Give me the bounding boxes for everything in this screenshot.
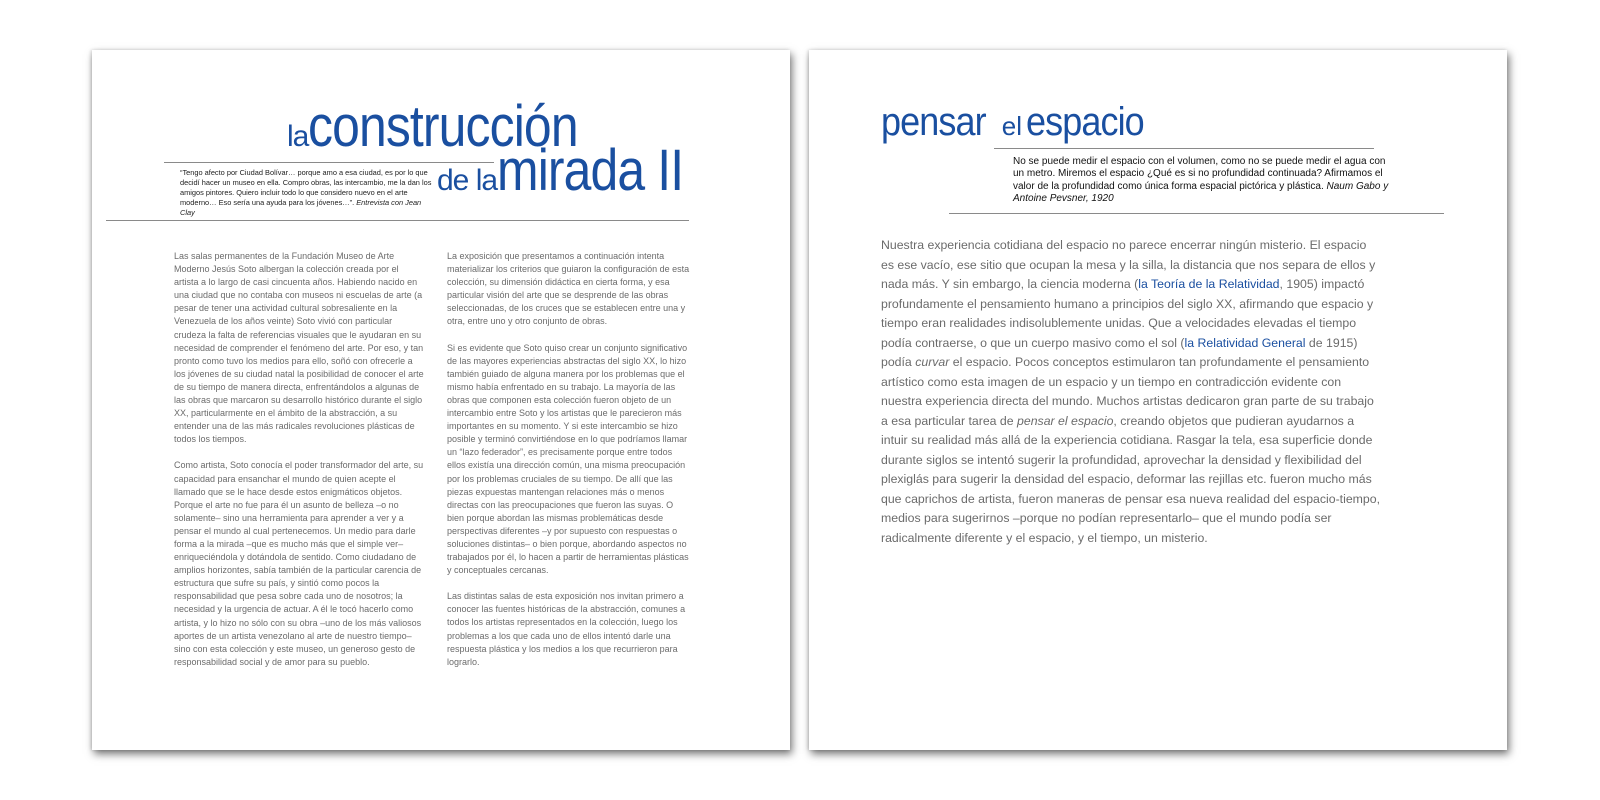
body-text-segment: Nuestra experiencia cotidiana del espacio no parece encerrar ningún misterio. El espacio es ese vacío, ese sitio que ocupan la mesa y la silla, la distancia que nos separa de ellos y nada más. Y sin embargo, la ciencia moderna (	[881, 238, 1376, 291]
paragraph: La exposición que presentamos a continuación intenta materializar los criterios que guiaron la configuración de esta colección, su dimensión didáctica en cierta forma, y esa particular visión del arte que se desprende de las obras seleccionadas, de los cruces que se establecen entre una y otra, entre uno y otro conjunto de obras.	[447, 251, 690, 327]
left-epigraph-text: “Tengo afecto por Ciudad Bolívar… porque amo a esa ciudad, es por lo que decidí hacer un museo en ella. Compro obras, las intercambio, me la dan los amigos pintores. Quiero incluir todo lo que considero nuevo en el arte moderno… Eso sería una ayuda para los jóvenes…”.	[180, 168, 432, 207]
right-text-column	[447, 250, 692, 682]
left-text-column	[174, 250, 424, 682]
paragraph	[881, 236, 1381, 548]
body-text-segment: , creando objetos que pudieran ayudarnos a intuir su realidad más allá de la experiencia cotidiana. Rasgar la tela, esa superficie donde durante siglos se intentó sugerir la profundidad, aprovechar la densidad y flexibilidad del plexiglás para sugerir la densidad del espacio, deformar las rejillas etc. fueron mucho más que caprichos de artista, fueron maneras de pensar esa nueva realidad del espacio-tiempo, medios para sugerirnos –porque no podían representarlo– que el mundo podía ser radicalmente diferente y el espacio, y el tiempo, un misterio.	[881, 413, 1381, 545]
right-epigraph-attribution: Naum Gabo y Antoine Pevsner, 1920	[1013, 180, 1389, 204]
right-epigraph	[1013, 156, 1393, 205]
body-text-segment: el espacio. Pocos conceptos estimularon tan profundamente el pensamiento artístico como esta imagen de un espacio y un tiempo en contradicción evidente con nuestra experiencia directa del mundo. Muchos artistas dedicaron gran parte de su trabajo a esa particular tarea de	[881, 355, 1374, 428]
paragraph: Las salas permanentes de la Fundación Museo de Arte Moderno Jesús Soto albergan la colección creada por el artista a lo largo de casi cincuenta años. Habiendo nacido en una ciudad que no contaba con museos ni escuelas de arte (a pesar de tener una actividad cultural sobresaliente en la Venezuela de los años veinte) Soto vivió con particular crudeza la falta de referencias visuales que le ayudaran en su necesidad de comprender el fenómeno del arte. Por eso, y tan pronto como tuvo los medios para ello, soñó con ofrecerle a los jóvenes de su ciudad natal la posibilidad de conocer el arte de su tiempo de manera directa, enfrentándolos a algunas de las obras que marcaron su desarrollo histórico durante el siglo XX, particularmente en el ámbito de la abstracción, a su entender una de las más radicales revoluciones plásticas de todos los tiempos.	[174, 251, 424, 445]
right-page	[809, 50, 1507, 750]
right-title-word1: pensar	[881, 100, 986, 144]
left-title-divider	[164, 162, 494, 163]
relativity-link[interactable]: la Teoría de la Relatividad	[1138, 277, 1280, 291]
right-title-word3: espacio	[1026, 100, 1145, 144]
right-header-divider	[949, 213, 1444, 214]
left-title-second-word: mirada II	[497, 138, 684, 203]
left-page	[92, 50, 790, 750]
left-epigraph-attribution: Entrevista con Jean Clay	[180, 198, 422, 217]
right-title-article: el	[1001, 111, 1023, 141]
paragraph: Si es evidente que Soto quiso crear un conjunto significativo de las mayores experiencias abstractas del siglo XX, lo hizo también guiado de alguna manera por los problemas que el mismo había enfrentado en su trabajo. La mayoría de las obras que componen esta colección fueron objeto de un intercambio entre Soto y los artistas que le parecieron más importantes en su momento. Y si este intercambio se hizo posible y terminó convirtiéndose en lo que podríamos llamar un “lazo federador”, es precisamente porque entre todos ellos existía una dirección común, una misma preocupación por los problemas cruciales de su tiempo. De allí que las piezas expuestas mantengan relaciones más o menos directas con las preocupaciones que fueron las suyas. O bien porque abordan las mismas problemáticas desde perspectivas diferentes –y por supuesto con respuestas o soluciones distintas– o bien porque, abordando aspectos no trabajados por él, lo hacen a partir de herramientas plásticas y conceptuales cercanas.	[447, 342, 689, 576]
right-title-divider	[994, 148, 1374, 149]
body-text-segment: , 1905) impactó profundamente el pensamiento humano a principios del siglo XX, afirmando que espacio y tiempo eran realidades indisolublemente unidas. Que a velocidades elevadas el tiempo podía contraerse, o que un cuerpo masivo como el sol (	[881, 277, 1374, 350]
left-header-divider	[106, 220, 689, 221]
right-body-text	[881, 236, 1381, 548]
right-page-title	[881, 102, 1157, 142]
left-epigraph	[180, 168, 432, 218]
body-emphasis: curvar	[915, 355, 950, 369]
right-epigraph-text: No se puede medir el espacio con el volumen, como no se puede medir el agua con un metro. Miremos el espacio ¿Qué es si no profundidad continuada? Afirmamos el valor de la profundidad como única forma espacial pictórica y plástica.	[1013, 156, 1386, 192]
body-emphasis: pensar el espacio	[1017, 413, 1114, 428]
paragraph: Como artista, Soto conocía el poder transformador del arte, su capacidad para ensanchar el mundo de quien acepte el llamado que se le hace desde estos enigmáticos objetos. Porque el arte no fue para él un asunto de belleza –o no solamente– sino una herramienta para aprender a ver y a pensar el mundo al cual pertenecemos. Un medio para darle forma a la mirada –que es mucho más que el simple ver– enriqueciéndola y dotándola de sentido. Como ciudadano de amplios horizontes, sabía también de la particular carencia de estructura que sufre su país, y sintió como pocos la responsabilidad que pesa sobre cada uno de nosotros; la necesidad y la urgencia de actuar. A él le tocó hacerlo como artista, y lo hizo no sólo con su obra –uno de los más valiosos aportes de un artista venezolano al arte de nuestro tiempo– sino con esta colección y este museo, un generoso gesto de responsabilidad social y de amor para su pueblo.	[174, 460, 424, 667]
left-title-main-word: construcción	[308, 94, 579, 159]
paragraph: Las distintas salas de esta exposición nos invitan primero a conocer las fuentes históricas de la abstracción, comunes a todos los artistas representados en la colección, luego los problemas a los que cada uno de ellos intentó darle una respuesta plástica y los medios a los que recurrieron para lograrlo.	[447, 591, 686, 667]
general-relativity-link[interactable]: la Relatividad General	[1184, 335, 1306, 350]
left-title-line2	[437, 138, 714, 203]
left-title-preposition: de la	[437, 164, 498, 197]
body-text-segment: de 1915) podía	[881, 335, 1358, 369]
left-title-article: la	[287, 120, 309, 153]
